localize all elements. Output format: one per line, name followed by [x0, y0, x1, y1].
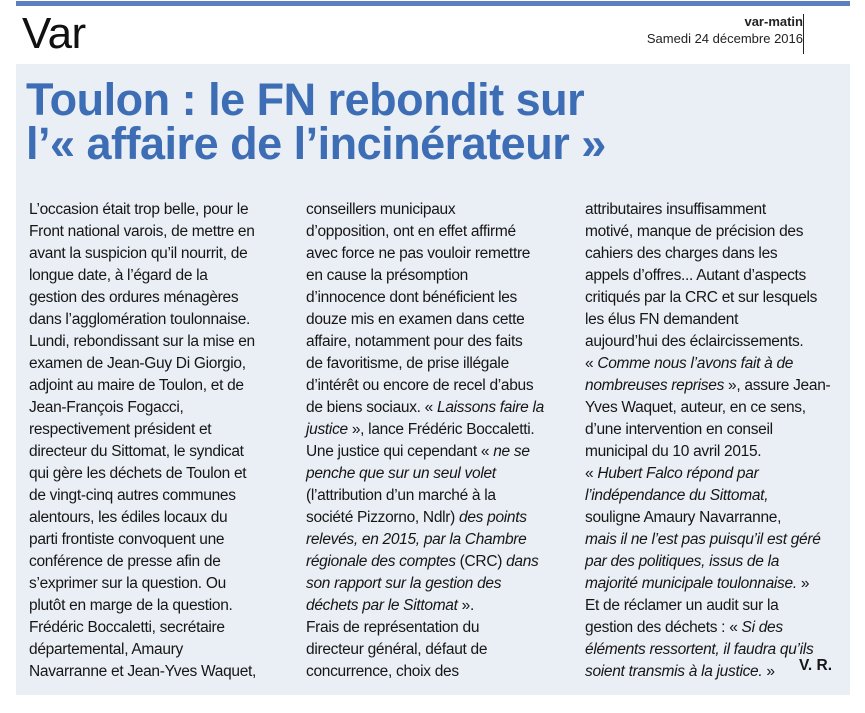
- text-run: Navarranne et Jean-Yves Waquet,: [29, 663, 257, 680]
- italic-run: Si des: [741, 619, 783, 636]
- text-run: L’occasion était trop belle, pour le: [29, 201, 249, 218]
- text-run: »: [796, 575, 810, 592]
- text-line: [585, 551, 830, 573]
- italic-run: penche que sur un seul volet: [306, 465, 496, 482]
- text-line: [585, 331, 830, 353]
- top-accent-bar: [16, 1, 850, 6]
- text-line: [585, 661, 830, 683]
- text-line: [306, 309, 544, 331]
- text-run: affaire, notamment pour des faits: [306, 333, 523, 350]
- italic-run: dans: [506, 553, 539, 570]
- text-run: en cause la présomption: [306, 267, 468, 284]
- text-line: [306, 353, 544, 375]
- text-line: [306, 463, 544, 485]
- text-run: de favoritisme, de prise illégale: [306, 355, 509, 372]
- italic-run: relevés, en 2015, par la Chambre: [306, 531, 527, 548]
- text-run: plutôt en marge de la question.: [29, 597, 233, 614]
- text-line: [29, 529, 256, 551]
- text-line: [585, 397, 830, 419]
- text-line: [29, 265, 256, 287]
- text-run: appels d’offres... Autant d’aspects: [585, 267, 807, 284]
- text-line: [29, 221, 256, 243]
- text-run: respectivement président et: [29, 421, 212, 438]
- text-run: Une justice qui cependant «: [306, 443, 494, 460]
- text-run: Jean-François Fogacci,: [29, 399, 184, 416]
- text-run: conférence de presse afin de: [29, 553, 221, 570]
- text-line: [29, 573, 256, 595]
- text-line: [306, 221, 544, 243]
- text-run: gestion des ordures ménagères: [29, 289, 239, 306]
- masthead: [647, 14, 803, 48]
- text-run: examen de Jean-Guy Di Giorgio,: [29, 355, 246, 372]
- italic-run: majorité municipale toulonnaise.: [585, 575, 797, 592]
- text-line: [306, 595, 544, 617]
- italic-run: par des politiques, issus de la: [585, 553, 780, 570]
- text-run: d’opposition, ont en effet affirmé: [306, 223, 516, 240]
- text-line: [306, 529, 544, 551]
- text-line: [585, 529, 830, 551]
- headline-line: Toulon : le FN rebondit sur: [26, 74, 585, 125]
- text-run: Frédéric Boccaletti, secrétaire: [29, 619, 225, 636]
- text-line: [29, 661, 256, 683]
- italic-run: Laissons faire la: [437, 399, 544, 416]
- text-run: Yves Waquet, auteur, en ce sens,: [585, 399, 806, 416]
- text-line: [585, 573, 830, 595]
- text-line: [306, 639, 544, 661]
- text-line: [585, 353, 830, 375]
- text-line: [29, 595, 256, 617]
- text-run: ».: [457, 597, 474, 614]
- text-line: [29, 287, 256, 309]
- text-line: [306, 331, 544, 353]
- text-line: [29, 243, 256, 265]
- text-run: douze mis en examen dans cette: [306, 311, 525, 328]
- italic-run: éléments ressortent, il faudra qu’ils: [585, 641, 814, 658]
- italic-run: ne se: [493, 443, 530, 460]
- text-line: [29, 507, 256, 529]
- text-line: [306, 573, 544, 595]
- text-line: [306, 265, 544, 287]
- text-run: adjoint au maire de Toulon, et de: [29, 377, 244, 394]
- text-run: Frais de représentation du: [306, 619, 480, 636]
- text-run: conseillers municipaux: [306, 201, 456, 218]
- text-run: parti frontiste convoquent une: [29, 531, 225, 548]
- text-line: [306, 485, 544, 507]
- text-run: gestion des déchets : «: [585, 619, 742, 636]
- text-line: [585, 441, 830, 463]
- text-run: avant la suspicion qu’il nourrit, de: [29, 245, 248, 262]
- section-title: Var: [22, 9, 86, 58]
- text-line: [29, 463, 256, 485]
- text-line: [585, 485, 830, 507]
- text-run: Front national varois, de mettre en: [29, 223, 255, 240]
- text-run: municipal du 10 avril 2015.: [585, 443, 762, 460]
- text-run: », lance Frédéric Boccaletti.: [347, 421, 535, 438]
- text-line: [585, 309, 830, 331]
- text-line: [29, 375, 256, 397]
- text-line: [585, 199, 830, 221]
- text-run: critiqués par la CRC et sur lesquels: [585, 289, 818, 306]
- text-line: [585, 617, 830, 639]
- italic-run: Hubert Falco répond par: [597, 465, 759, 482]
- text-line: [306, 243, 544, 265]
- italic-run: déchets par le Sittomat: [306, 597, 458, 614]
- italic-run: des points: [459, 509, 527, 526]
- text-run: longue date, à l’égard de la: [29, 267, 208, 284]
- text-run: attributaires insuffisamment: [585, 201, 766, 218]
- article-column-3: [585, 199, 833, 683]
- text-line: [585, 221, 830, 243]
- text-line: [29, 485, 256, 507]
- text-run: les élus FN demandent: [585, 311, 739, 328]
- text-line: [306, 551, 544, 573]
- text-line: [585, 595, 830, 617]
- italic-run: l’indépendance du Sittomat,: [585, 487, 769, 504]
- text-run: d’intérêt ou encore de recel d’abus: [306, 377, 534, 394]
- newspaper-name: var-matin: [744, 14, 803, 29]
- text-line: [306, 419, 544, 441]
- text-run: Et de réclamer un audit sur la: [585, 597, 779, 614]
- text-line: [306, 375, 544, 397]
- text-line: [306, 661, 544, 683]
- text-run: »: [762, 663, 775, 680]
- text-run: «: [585, 355, 598, 372]
- text-line: [585, 419, 830, 441]
- italic-run: régionale des comptes: [306, 553, 460, 570]
- text-line: [585, 375, 830, 397]
- text-run: d’innocence dont bénéficient les: [306, 289, 518, 306]
- text-line: [585, 265, 830, 287]
- text-run: aujourd’hui des éclaircissements.: [585, 333, 804, 350]
- text-run: Lundi, rebondissant sur la mise en: [29, 333, 255, 350]
- text-run: s’exprimer sur la question. Ou: [29, 575, 226, 592]
- text-line: [306, 507, 544, 529]
- text-line: [29, 639, 256, 661]
- text-line: [306, 287, 544, 309]
- text-run: souligne Amaury Navarranne,: [585, 509, 782, 526]
- text-line: [585, 287, 830, 309]
- text-run: de biens sociaux. «: [306, 399, 438, 416]
- text-run: société Pizzorno, Ndlr): [306, 509, 460, 526]
- text-line: [29, 199, 256, 221]
- publication-date: Samedi 24 décembre 2016: [646, 31, 803, 46]
- text-line: [29, 441, 256, 463]
- italic-run: nombreuses reprises: [585, 377, 725, 394]
- text-line: [306, 199, 544, 221]
- text-run: motivé, manque de précision des: [585, 223, 804, 240]
- text-line: [29, 617, 256, 639]
- text-line: [29, 309, 256, 331]
- text-run: cahiers des charges dans les: [585, 245, 778, 262]
- text-run: alentours, les édiles locaux du: [29, 509, 228, 526]
- article-column-1: [29, 199, 256, 683]
- text-line: [306, 441, 544, 463]
- italic-run: justice: [306, 421, 348, 438]
- headline-line: l’« affaire de l’incinérateur »: [26, 118, 606, 169]
- text-line: [585, 243, 830, 265]
- text-run: avec force ne pas vouloir remettre: [306, 245, 531, 262]
- text-line: [306, 617, 544, 639]
- text-run: dans l’agglomération toulonnaise.: [29, 311, 251, 328]
- author-signature: V. R.: [799, 657, 833, 674]
- text-run: (l’attribution d’un marché à la: [306, 487, 496, 504]
- text-line: [585, 639, 830, 661]
- text-run: de vingt-cinq autres communes: [29, 487, 236, 504]
- text-line: [585, 463, 830, 485]
- headline: [26, 74, 826, 169]
- text-run: directeur du Sittomat, le syndicat: [29, 443, 244, 460]
- italic-run: Comme nous l’avons fait à de: [597, 355, 794, 372]
- masthead-divider: [803, 14, 804, 54]
- text-line: [29, 551, 256, 573]
- text-line: [29, 331, 256, 353]
- text-line: [585, 507, 830, 529]
- text-run: qui gère les déchets de Toulon et: [29, 465, 247, 482]
- article-column-2: [306, 199, 544, 683]
- text-line: [306, 397, 544, 419]
- text-run: directeur général, défaut de: [306, 641, 488, 658]
- text-line: [29, 353, 256, 375]
- text-run: départemental, Amaury: [29, 641, 183, 658]
- italic-run: mais il ne l’est pas puisqu’il est géré: [585, 531, 821, 548]
- text-run: d’une intervention en conseil: [585, 421, 773, 438]
- text-run: concurrence, choix des: [306, 663, 459, 680]
- text-run: », assure Jean-: [724, 377, 831, 394]
- text-run: «: [585, 465, 598, 482]
- text-line: [29, 397, 256, 419]
- text-line: [29, 419, 256, 441]
- text-run: (CRC): [459, 553, 507, 570]
- italic-run: soient transmis à la justice.: [585, 663, 763, 680]
- italic-run: son rapport sur la gestion des: [306, 575, 502, 592]
